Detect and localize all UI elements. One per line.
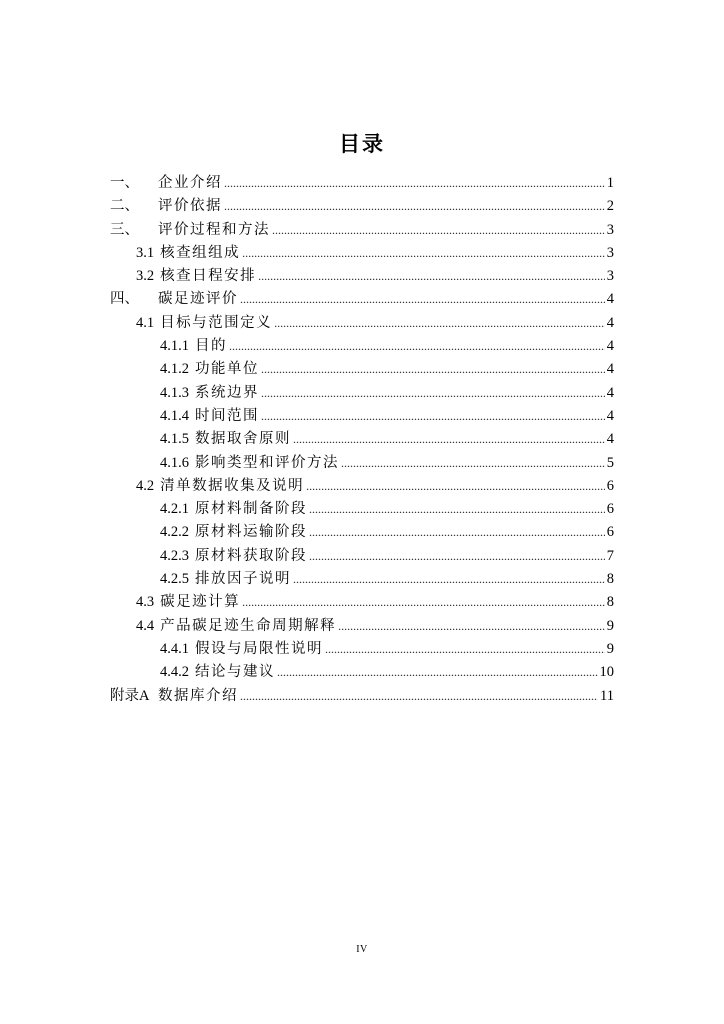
- page-title: 目录: [339, 132, 385, 156]
- toc-entry-page: 9: [606, 617, 614, 634]
- toc-entry-page: 10: [599, 664, 614, 681]
- toc-dot-leader: [309, 545, 605, 568]
- toc-entry-page: 4: [606, 338, 614, 355]
- toc-entry[interactable]: [110, 428, 614, 451]
- toc-entry[interactable]: [110, 452, 614, 475]
- toc-dot-leader: [258, 265, 605, 288]
- toc-entry[interactable]: [110, 382, 614, 405]
- toc-entry-label: 数据取舍原则: [195, 431, 291, 448]
- toc-entry-page: 6: [606, 524, 614, 541]
- toc-entry[interactable]: [110, 498, 614, 521]
- toc-entry-number: 4.3: [136, 594, 155, 611]
- toc-entry-label: 时间范围: [195, 407, 259, 424]
- toc-dot-leader: [306, 475, 605, 498]
- toc-dot-leader: [309, 498, 605, 521]
- toc-entry-label: 结论与建议: [195, 664, 275, 681]
- toc-entry-page: 3: [606, 268, 614, 285]
- toc-dot-leader: [240, 685, 598, 708]
- toc-entry-number: 4.2.3: [160, 547, 189, 564]
- toc-entry-page: 4: [606, 384, 614, 401]
- toc-entry-number: 三、: [110, 221, 139, 238]
- toc-entry-number: 二、: [110, 198, 139, 215]
- toc-entry-label: 影响类型和评价方法: [195, 454, 339, 471]
- toc-dot-leader: [240, 288, 605, 311]
- toc-dot-leader: [309, 521, 605, 544]
- toc-entry-page: 4: [606, 314, 614, 331]
- toc-entry-label: 核查组组成: [160, 244, 241, 261]
- toc-dot-leader: [272, 219, 605, 242]
- toc-dot-leader: [229, 335, 605, 358]
- toc-entry-page: 8: [606, 571, 614, 588]
- toc-entry-number: 4.1.3: [160, 384, 189, 401]
- toc-dot-leader: [242, 591, 605, 614]
- toc-entry-number: 3.1: [136, 244, 155, 261]
- toc-entry-page: 6: [606, 501, 614, 518]
- toc-entry-page: 6: [606, 477, 614, 494]
- toc-entry-label: 原材料获取阶段: [195, 547, 307, 564]
- toc-entry-number: 4.2.1: [160, 501, 189, 518]
- toc-entry[interactable]: [110, 521, 614, 544]
- toc-entry[interactable]: [110, 568, 614, 591]
- toc-entry-number: 4.2.5: [160, 571, 189, 588]
- toc-entry-number: 4.1: [136, 314, 155, 331]
- toc-entry-page: 5: [606, 454, 614, 471]
- toc-entry[interactable]: [110, 638, 614, 661]
- toc-entry-label: 清单数据收集及说明: [160, 477, 305, 494]
- toc-entry-number: 4.1.5: [160, 431, 189, 448]
- toc-dot-leader: [325, 638, 605, 661]
- toc-entry-page: 9: [606, 640, 614, 657]
- toc-entry-number: 4.4.2: [160, 664, 189, 681]
- toc-entry[interactable]: [110, 288, 614, 311]
- toc-entry-number: 四、: [110, 291, 139, 308]
- toc-entry[interactable]: [110, 335, 614, 358]
- toc-entry-label: 排放因子说明: [195, 571, 291, 588]
- toc-entry[interactable]: [110, 405, 614, 428]
- toc-entry-number: 4.1.1: [160, 338, 189, 355]
- toc-entry[interactable]: [110, 615, 614, 638]
- toc-entry-page: 1: [606, 175, 614, 191]
- toc-dot-leader: [274, 312, 605, 335]
- toc-dot-leader: [293, 428, 605, 451]
- toc-entry-page: 3: [606, 221, 614, 238]
- toc-entry-number: 4.2.2: [160, 524, 189, 541]
- toc-dot-leader: [338, 615, 605, 638]
- toc-dot-leader: [341, 452, 605, 475]
- toc-entry[interactable]: [110, 195, 614, 218]
- toc-entry[interactable]: [110, 219, 614, 242]
- toc-entry[interactable]: [110, 591, 614, 614]
- toc-entry[interactable]: [110, 661, 614, 684]
- toc-dot-leader: [277, 661, 598, 684]
- toc-entry-label: 企业介绍: [158, 175, 222, 191]
- toc-entry-number: 4.2: [136, 477, 155, 494]
- toc-entry-label: 目标与范围定义: [160, 314, 273, 331]
- toc-entry-label: 目的: [195, 338, 227, 355]
- toc-entry-number: 4.4.1: [160, 640, 189, 657]
- toc-dot-leader: [224, 195, 605, 218]
- page-number: IV: [356, 944, 368, 955]
- toc-entry-label: 假设与局限性说明: [195, 640, 323, 657]
- toc-entry-label: 碳足迹计算: [160, 594, 241, 611]
- toc-entry[interactable]: [110, 265, 614, 288]
- toc-entry-number: 附录A: [110, 687, 150, 704]
- toc-entry-page: 8: [606, 594, 614, 611]
- toc-entry[interactable]: [110, 545, 614, 568]
- toc-entry-page: 7: [606, 547, 614, 564]
- toc-entry[interactable]: [110, 312, 614, 335]
- toc-entry[interactable]: [110, 475, 614, 498]
- table-of-contents: [110, 172, 614, 708]
- toc-entry-label: 数据库介绍: [158, 687, 238, 704]
- toc-entry-label: 系统边界: [195, 384, 259, 401]
- toc-dot-leader: [261, 405, 605, 428]
- toc-entry-page: 4: [606, 291, 614, 308]
- toc-entry-number: 4.4: [136, 617, 155, 634]
- toc-entry-page: 4: [606, 361, 614, 378]
- toc-dot-leader: [261, 382, 605, 405]
- toc-entry-label: 原材料运输阶段: [195, 524, 307, 541]
- toc-dot-leader: [242, 242, 605, 265]
- toc-entry-label: 核查日程安排: [160, 268, 257, 285]
- toc-entry[interactable]: [110, 358, 614, 381]
- toc-entry[interactable]: [110, 685, 614, 708]
- toc-dot-leader: [293, 568, 605, 591]
- toc-entry-label: 原材料制备阶段: [195, 501, 307, 518]
- toc-dot-leader: [261, 358, 605, 381]
- toc-entry-number: 4.1.6: [160, 454, 189, 471]
- toc-entry-number: 4.1.4: [160, 407, 189, 424]
- toc-dot-leader: [224, 172, 605, 195]
- toc-entry-page: 3: [606, 244, 614, 261]
- toc-entry-label: 评价依据: [158, 198, 222, 215]
- toc-entry-number: 3.2: [136, 268, 155, 285]
- toc-entry-label: 碳足迹评价: [158, 291, 238, 308]
- toc-entry-label: 产品碳足迹生命周期解释: [160, 617, 337, 634]
- toc-entry-page: 4: [606, 407, 614, 424]
- toc-entry-page: 2: [606, 198, 614, 215]
- toc-entry-number: 一、: [110, 175, 139, 191]
- toc-entry-label: 功能单位: [195, 361, 259, 378]
- toc-entry-page: 4: [606, 431, 614, 448]
- toc-entry-number: 4.1.2: [160, 361, 189, 378]
- toc-entry-label: 评价过程和方法: [158, 221, 270, 238]
- toc-entry[interactable]: [110, 242, 614, 265]
- toc-entry-page: 11: [600, 687, 614, 704]
- toc-entry[interactable]: [110, 172, 614, 195]
